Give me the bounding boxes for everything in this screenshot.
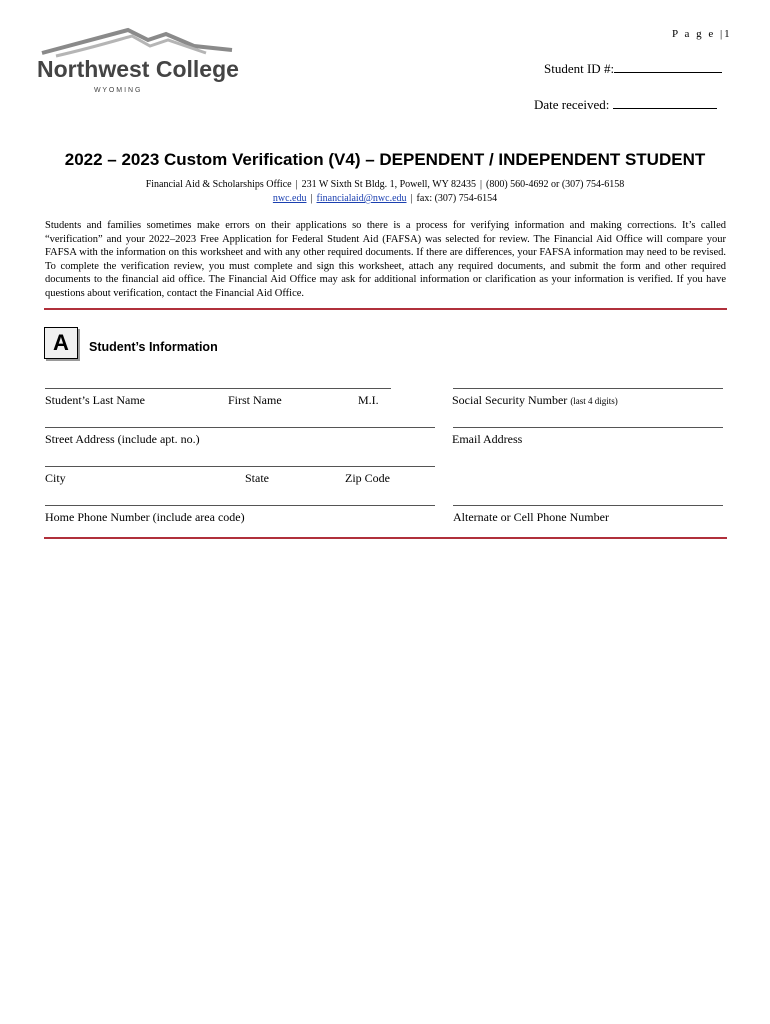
- section-divider-top: [44, 308, 727, 310]
- student-id-field[interactable]: [544, 60, 722, 77]
- alt-phone-line[interactable]: [453, 505, 723, 506]
- date-received-label: Date received:: [534, 97, 610, 112]
- street-line[interactable]: [45, 427, 435, 428]
- office-phone: (800) 560-4692 or (307) 754-6158: [486, 179, 625, 190]
- date-received-field[interactable]: [534, 96, 717, 113]
- last-name-label: Student’s Last Name: [45, 393, 145, 407]
- first-name-label: First Name: [228, 393, 282, 407]
- alt-phone-label: Alternate or Cell Phone Number: [453, 510, 609, 524]
- ssn-label-text: Social Security Number: [452, 393, 568, 407]
- ssn-line[interactable]: [453, 388, 723, 389]
- office-fax: fax: (307) 754-6154: [416, 193, 498, 204]
- date-received-blank[interactable]: [613, 96, 717, 109]
- home-phone-label: Home Phone Number (include area code): [45, 510, 245, 524]
- section-a-title: Student’s Information: [89, 340, 218, 354]
- zip-label: Zip Code: [345, 471, 390, 485]
- student-id-blank[interactable]: [614, 60, 722, 73]
- logo-sub: W Y O M I N G: [94, 87, 141, 94]
- ssn-note: (last 4 digits): [570, 396, 618, 406]
- office-address: 231 W Sixth St Bldg. 1, Powell, WY 82435: [301, 179, 476, 190]
- form-title: 2022 – 2023 Custom Verification (V4) – DEPENDENT / INDEPENDENT STUDENT: [64, 150, 706, 169]
- mi-label: M.I.: [358, 393, 379, 407]
- office-name: Financial Aid & Scholarships Office: [145, 179, 292, 190]
- state-label: State: [245, 471, 269, 485]
- office-info: Financial Aid & Scholarships Office | 231 W Sixth St Bldg. 1, Powell, WY 82435 | (800) 560-4692 or (307) 754-6158 nwc.edu | financialaid@nwc.edu | fax: (307) 754-6154: [145, 179, 625, 204]
- logo-name: Northwest College: [37, 56, 239, 82]
- website-link[interactable]: nwc.edu: [272, 193, 307, 204]
- email-link[interactable]: financialaid@nwc.edu: [316, 193, 407, 204]
- section-divider-bottom: [44, 537, 727, 539]
- page-number: P a g e |1: [672, 28, 732, 40]
- city-label: City: [45, 471, 66, 485]
- city-line[interactable]: [45, 466, 435, 467]
- email-label: Email Address: [452, 432, 523, 446]
- northwest-college-logo: [36, 26, 248, 96]
- section-a-badge: A: [44, 327, 78, 359]
- home-phone-line[interactable]: [45, 505, 435, 506]
- name-line[interactable]: [45, 388, 391, 389]
- street-label: Street Address (include apt. no.): [45, 432, 200, 446]
- email-line[interactable]: [453, 427, 723, 428]
- ssn-label: [452, 393, 618, 408]
- student-id-label: Student ID #:: [544, 61, 615, 76]
- intro-paragraph: Students and families sometimes make errors on their applications so there is a process for verifying information and making corrections. It’s called “verification” and your 2022–2023 Free Application for Federal Student Aid (FAFSA) was selected for review. The Financial Aid Office will compare your FAFSA with the information on this worksheet and with any other required documents. If there are differences, your FAFSA information may need to be revised. To complete the verification review, you must complete and sign this worksheet, attach any required documents, and submit the form and other required documents to the financial aid office. The Financial Aid Office may ask for additional information or clarification as your information is verified. If you have questions about verification, contact the Financial Aid Office.: [45, 220, 726, 299]
